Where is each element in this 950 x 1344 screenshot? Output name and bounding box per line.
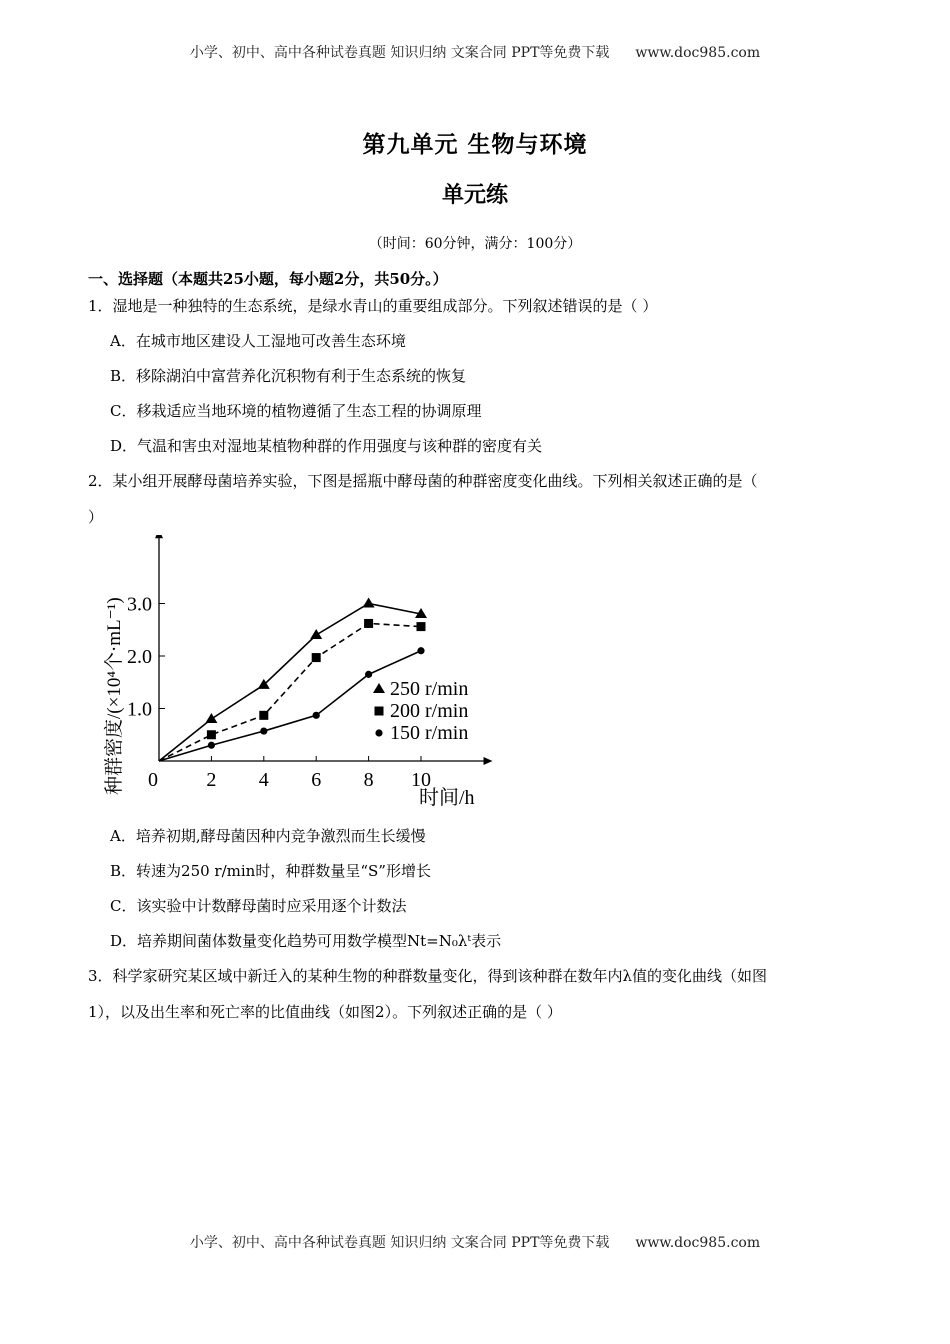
page-subtitle: 单元练 [441, 182, 508, 208]
question-1-option-c: C．移栽适应当地环境的植物遵循了生态工程的协调原理 [110, 402, 482, 420]
header-site-link[interactable]: www.doc985.com [635, 45, 761, 61]
legend-label-1: 200 r/min [390, 700, 469, 722]
section-heading: 一、选择题（本题共25小题，每小题2分，共50分。） [88, 270, 448, 288]
question-1-option-b: B．移除湖泊中富营养化沉积物有利于生态系统的恢复 [110, 367, 467, 385]
header-text: 小学、初中、高中各种试卷真题 知识归纳 文案合同 PPT等免费下载 [189, 45, 610, 61]
legend-label-0: 250 r/min [390, 678, 469, 700]
data-point-1-3 [312, 653, 321, 662]
data-point-0-1 [205, 713, 217, 723]
data-point-2-5 [417, 647, 424, 654]
question-3-stem: 3．科学家研究某区域中新迁入的某种生物的种群数量变化，得到该种群在数年内λ值的变化曲线（如图 [88, 967, 768, 985]
data-point-2-3 [313, 712, 320, 719]
legend-marker-1 [375, 707, 384, 716]
question-2-stem-cont: ） [88, 508, 104, 526]
data-point-0-4 [363, 598, 375, 608]
legend-marker-0 [373, 683, 385, 693]
legend-label-2: 150 r/min [390, 722, 469, 744]
y-tick-label: 2.0 [127, 646, 152, 668]
data-point-2-4 [365, 671, 372, 678]
question-1-option-d: D．气温和害虫对湿地某植物种群的作用强度与该种群的密度有关 [110, 437, 543, 455]
page-header [0, 42, 950, 62]
data-point-1-5 [417, 622, 426, 631]
data-point-2-2 [260, 727, 267, 734]
x-tick-label: 4 [258, 769, 269, 791]
question-2-option-d: D．培养期间菌体数量变化趋势可用数学模型Nt=N₀λᵗ表示 [110, 932, 502, 950]
y-axis-label: 种群密度/(×10⁴个·mL⁻¹) [104, 597, 125, 795]
footer-site-link[interactable]: www.doc985.com [635, 1235, 761, 1251]
x-tick-label: 6 [311, 769, 322, 791]
question-3-stem-cont: 1），以及出生率和死亡率的比值曲线（如图2）。下列叙述正确的是（ ） [88, 1003, 562, 1021]
x-tick-label: 10 [411, 769, 431, 791]
question-1-option-a: A．在城市地区建设人工湿地可改善生态环境 [110, 332, 406, 350]
question-2-option-c: C．该实验中计数酵母菌时应采用逐个计数法 [110, 897, 407, 915]
series-line-0 [159, 604, 421, 762]
data-point-1-2 [259, 711, 268, 720]
x-tick-label: 8 [363, 769, 374, 791]
series-line-2 [159, 651, 421, 761]
x-tick-label: 0 [148, 769, 158, 791]
y-tick-label: 1.0 [127, 698, 152, 721]
question-2-option-b: B．转速为250 r/min时，种群数量呈“S”形增长 [110, 862, 431, 880]
question-2-stem: 2．某小组开展酵母菌培养实验，下图是摇瓶中酵母菌的种群密度变化曲线。下列相关叙述正确的是（ [88, 472, 758, 490]
y-tick-label: 3.0 [127, 593, 152, 616]
question-1-stem: 1．湿地是一种独特的生态系统，是绿水青山的重要组成部分。下列叙述错误的是（ ） [88, 297, 658, 315]
x-tick-label: 2 [206, 769, 217, 791]
data-point-1-4 [364, 619, 373, 628]
exam-meta: （时间：60分钟，满分：100分） [368, 236, 582, 252]
page-footer [0, 1232, 950, 1252]
page-title: 第九单元 生物与环境 [362, 131, 588, 158]
x-axis-arrow [484, 757, 493, 765]
population-density-chart [92, 535, 502, 810]
data-point-1-1 [207, 730, 216, 739]
x-axis-label: 时间/h [419, 787, 475, 809]
legend-marker-2 [375, 729, 382, 736]
question-2-option-a: A．培养初期,酵母菌因种内竞争激烈而生长缓慢 [110, 827, 426, 845]
data-point-2-1 [208, 742, 215, 749]
footer-text: 小学、初中、高中各种试卷真题 知识归纳 文案合同 PPT等免费下载 [189, 1235, 610, 1251]
data-point-0-3 [310, 629, 322, 639]
y-axis-arrow [155, 535, 163, 538]
